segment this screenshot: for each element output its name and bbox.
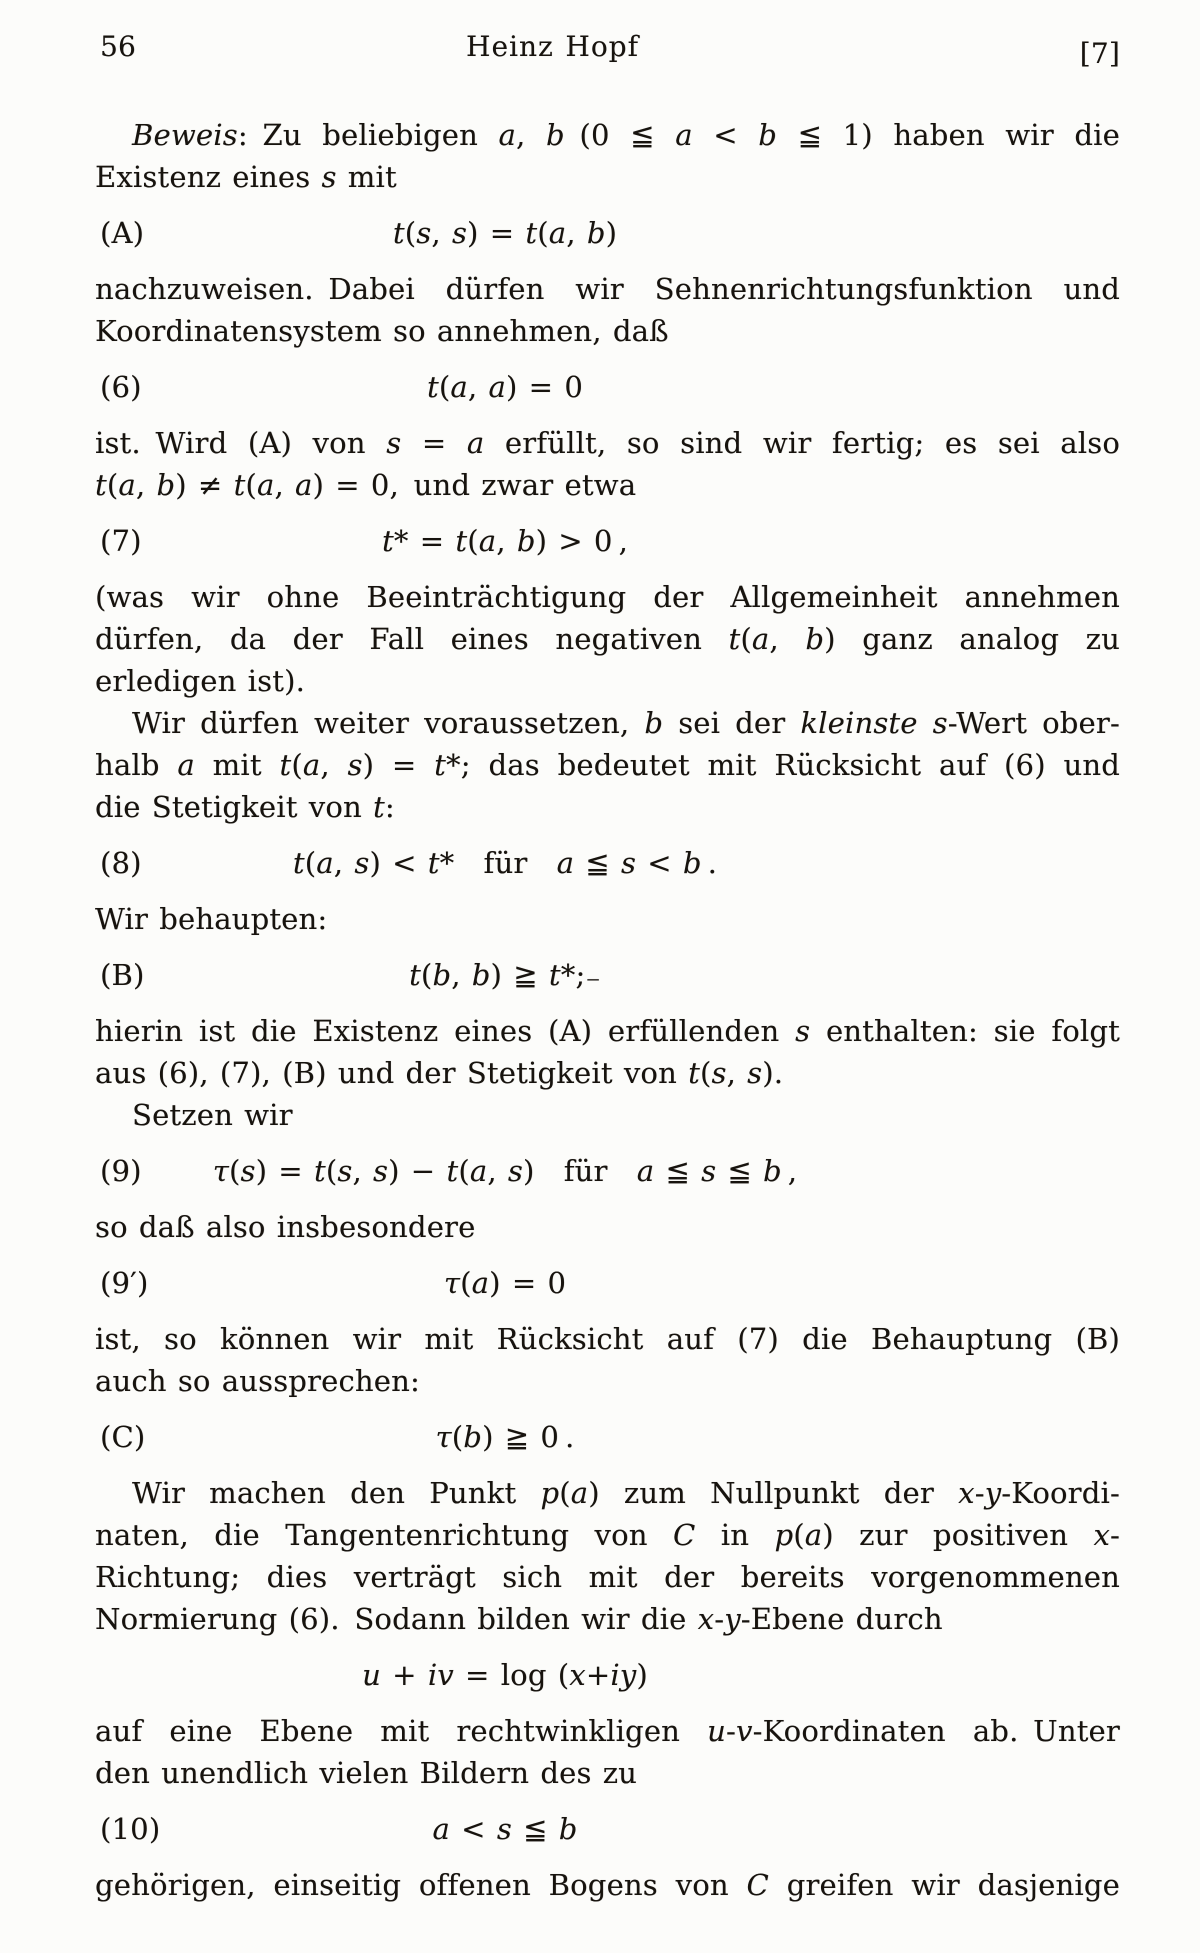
- equation: [95, 1150, 1120, 1192]
- running-title: Heinz Hopf: [466, 30, 639, 63]
- text-line: Koordinatensystem so annehmen, daß: [95, 314, 669, 348]
- formula: u + iv = log (x+iy): [362, 1658, 648, 1692]
- text-line: Wir machen den Punkt p(a) zum Nullpunkt der x-y-Koordi-: [132, 1476, 1120, 1510]
- formula: τ(s) = t(s, s) − t(a, s) für a ≦ s ≦ b ,: [212, 1154, 798, 1188]
- text-line: hierin ist die Existenz eines (A) erfüllenden s enthalten: sie folgt: [95, 1014, 1121, 1048]
- page-content: [95, 114, 1120, 1906]
- equation: [95, 1262, 1120, 1304]
- equation: [95, 954, 1120, 996]
- formula: t(b, b) ≧ t*;₋: [409, 958, 601, 992]
- issue-ref: [7]: [1079, 37, 1120, 70]
- text-line: Richtung; dies verträgt sich mit der bereits vorgenommenen: [95, 1560, 1120, 1594]
- text-line: so daß also insbesondere: [95, 1210, 476, 1244]
- equation: [95, 520, 1120, 562]
- equation: [95, 1808, 1120, 1850]
- equation: [95, 1416, 1120, 1458]
- text-line: t(a, b) ≠ t(a, a) = 0, und zwar etwa: [95, 468, 637, 502]
- text-line: Wir dürfen weiter voraussetzen, b sei der kleinste s-Wert ober-: [132, 706, 1120, 740]
- text-line: den unendlich vielen Bildern des zu: [95, 1756, 638, 1790]
- text-line: (was wir ohne Beeinträchtigung der Allgemeinheit annehmen: [95, 580, 1120, 614]
- text-line: aus (6), (7), (B) und der Stetigkeit von t(s, s).: [95, 1056, 784, 1090]
- text-line: Normierung (6). Sodann bilden wir die x-y-Ebene durch: [95, 1602, 943, 1636]
- text-line: halb a mit t(a, s) = t*; das bedeutet mit Rücksicht auf (6) und: [95, 748, 1120, 782]
- formula: τ(b) ≧ 0 .: [435, 1420, 575, 1454]
- text-line: gehörigen, einseitig offenen Bogens von C greifen wir dasjenige: [95, 1868, 1120, 1902]
- text-line: die Stetigkeit von t:: [95, 790, 395, 824]
- equation-label: (A): [100, 216, 145, 250]
- formula: t(s, s) = t(a, b): [392, 216, 618, 250]
- formula: a < s ≦ b: [432, 1812, 578, 1846]
- equation-label: (B): [100, 958, 145, 992]
- text-line: Beweis: Zu beliebigen a, b (0 ≦ a < b ≦ 1) haben wir die: [132, 118, 1120, 152]
- equation-label: (10): [100, 1812, 161, 1846]
- equation: [95, 366, 1120, 408]
- text-line: Existenz eines s mit: [95, 160, 397, 194]
- formula: t(a, s) < t* für a ≦ s < b .: [292, 846, 718, 880]
- equation: [95, 212, 1120, 254]
- text-line: naten, die Tangentenrichtung von C in p(a) zur positiven x-: [95, 1518, 1120, 1552]
- text-line: auch so aussprechen:: [95, 1364, 420, 1398]
- page-header: [95, 26, 1120, 68]
- page-number: 56: [100, 30, 137, 63]
- equation-label: (C): [100, 1420, 146, 1454]
- text-line: dürfen, da der Fall eines negativen t(a, b) ganz analog zu: [95, 622, 1120, 656]
- text-line: auf eine Ebene mit rechtwinkligen u-v-Koordinaten ab. Unter: [95, 1714, 1120, 1748]
- formula: τ(a) = 0: [443, 1266, 567, 1300]
- formula: t* = t(a, b) > 0 ,: [382, 524, 628, 558]
- equation-label: (7): [100, 524, 142, 558]
- text-line: Wir behaupten:: [95, 902, 328, 936]
- equation-label: (8): [100, 846, 142, 880]
- equation-label: (6): [100, 370, 142, 404]
- formula: t(a, a) = 0: [427, 370, 583, 404]
- equation: [95, 842, 1120, 884]
- equation-label: (9): [100, 1154, 142, 1188]
- equation-label: (9′): [100, 1266, 149, 1300]
- text-line: ist. Wird (A) von s = a erfüllt, so sind wir fertig; es sei also: [95, 426, 1120, 460]
- text-line: erledigen ist).: [95, 664, 306, 698]
- text-line: Setzen wir: [132, 1098, 293, 1132]
- equation: [95, 1654, 1120, 1696]
- text-line: ist, so können wir mit Rücksicht auf (7) die Behauptung (B): [95, 1322, 1120, 1356]
- text-line: nachzuweisen. Dabei dürfen wir Sehnenrichtungsfunktion und: [95, 272, 1120, 306]
